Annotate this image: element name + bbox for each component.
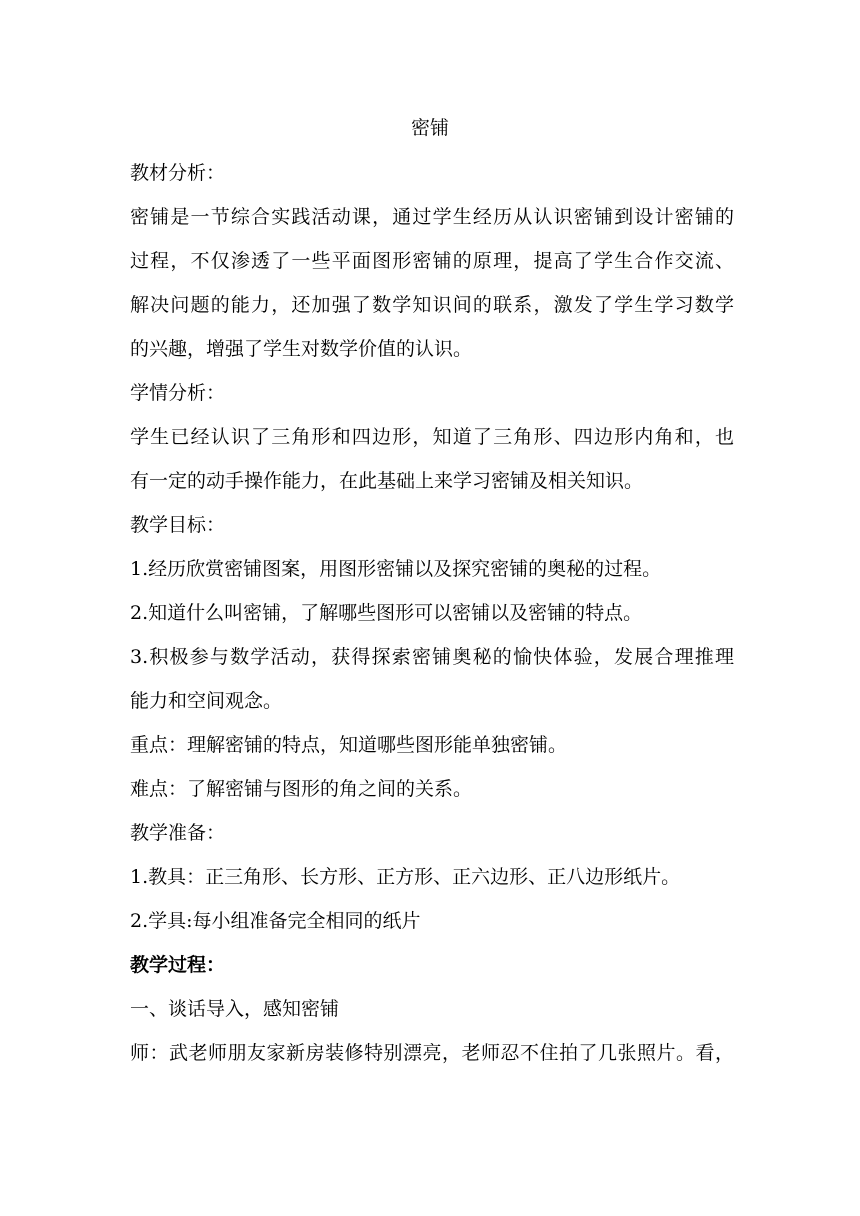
text-line: 一、谈话导入，感知密铺 [130, 998, 340, 1020]
text-line: 过程，不仅渗透了一些平面图形密铺的原理，提高了学生合作交流、 [130, 250, 734, 272]
text-line: 能力和空间观念。 [130, 690, 283, 712]
text-line: 的兴趣，增强了学生对数学价值的认识。 [130, 338, 473, 360]
text-line: 3.积极参与数学活动，获得探索密铺奥秘的愉快体验，发展合理推理 [130, 646, 734, 668]
document-body [130, 151, 734, 1075]
text-line: 2.知道什么叫密铺，了解哪些图形可以密铺以及密铺的特点。 [130, 602, 643, 624]
text-line: 2.学具:每小组准备完全相同的纸片 [130, 910, 421, 932]
text-line: 难点：了解密铺与图形的角之间的关系。 [130, 778, 473, 800]
text-line: 解决问题的能力，还加强了数学知识间的联系，激发了学生学习数学 [130, 294, 734, 316]
text-line: 教材分析： [130, 162, 226, 184]
text-line: 密铺是一节综合实践活动课，通过学生经历从认识密铺到设计密铺的 [130, 206, 734, 228]
text-line: 重点：理解密铺的特点，知道哪些图形能单独密铺。 [130, 734, 568, 756]
text-line: 有一定的动手操作能力，在此基础上来学习密铺及相关知识。 [130, 470, 644, 492]
text-line: 教学目标： [130, 514, 226, 536]
text-line: 教学准备： [130, 822, 226, 844]
text-line: 教学过程： [130, 954, 226, 976]
text-line: 学生已经认识了三角形和四边形，知道了三角形、四边形内角和，也 [130, 426, 734, 448]
text-line: 1.经历欣赏密铺图案，用图形密铺以及探究密铺的奥秘的过程。 [130, 558, 662, 580]
document-title: 密铺 [410, 117, 449, 139]
text-line: 师：武老师朋友家新房装修特别漂亮，老师忍不住拍了几张照片。看， [130, 1042, 734, 1064]
text-line: 1.教具：正三角形、长方形、正方形、正六边形、正八边形纸片。 [130, 866, 681, 888]
text-line: 学情分析： [130, 382, 226, 404]
